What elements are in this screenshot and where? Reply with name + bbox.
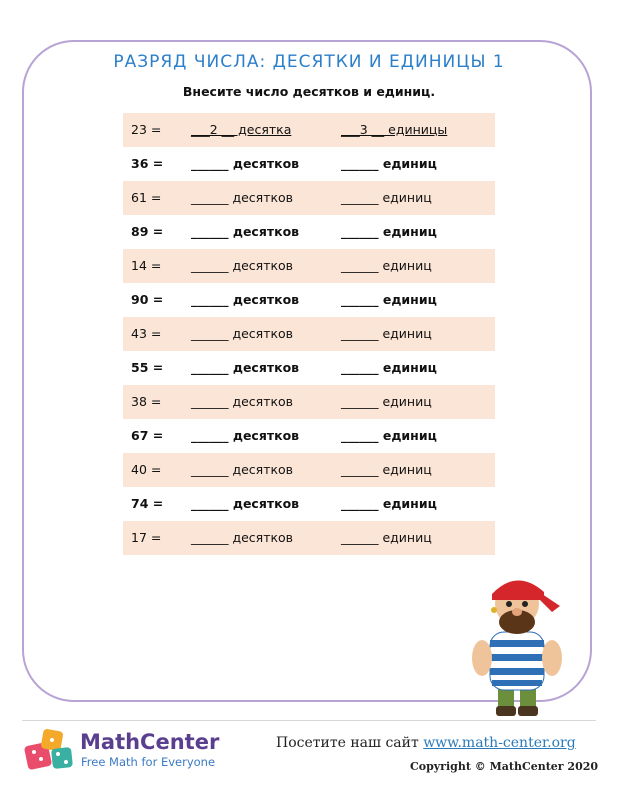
tens-blank: ______ десятков: [191, 156, 300, 171]
tens-blank: ______ десятков: [191, 360, 300, 375]
tens-blank: ______ десятков: [191, 496, 300, 511]
exercise-row: [123, 419, 495, 453]
ones-blank: ______ единиц: [341, 326, 432, 341]
footer-divider: [22, 720, 596, 721]
ones-blank: ______ единиц: [341, 224, 437, 239]
visit-label: Посетите наш сайт: [276, 735, 419, 751]
tens-blank: ______ десятков: [191, 224, 300, 239]
tens-blank: ______ десятков: [191, 190, 294, 205]
exercise-row: [123, 385, 495, 419]
worksheet-title: РАЗРЯД ЧИСЛА: ДЕСЯТКИ И ЕДИНИЦЫ 1: [113, 52, 505, 72]
dice-logo-icon: [24, 726, 76, 772]
brand-name: MathCenter: [80, 730, 220, 754]
ones-blank: ______ единиц: [341, 258, 432, 273]
exercise-row: [123, 487, 495, 521]
exercise-table: [123, 113, 495, 555]
pirate-illustration: [462, 570, 572, 720]
exercise-number: 36 =: [131, 156, 164, 171]
ones-blank: ______ единиц: [341, 428, 437, 443]
exercise-number: 55 =: [131, 360, 164, 375]
exercise-row: [123, 249, 495, 283]
ones-answer: ___3 __ единицы: [341, 122, 448, 137]
exercise-number: 74 =: [131, 496, 164, 511]
exercise-row: [123, 283, 495, 317]
exercise-row: [123, 521, 495, 555]
exercise-row: [123, 215, 495, 249]
exercise-number: 43 =: [131, 326, 162, 341]
ones-blank: ______ единиц: [341, 292, 437, 307]
exercise-row: [123, 351, 495, 385]
tens-blank: ______ десятков: [191, 292, 300, 307]
tens-blank: ______ десятков: [191, 394, 294, 409]
ones-blank: ______ единиц: [341, 462, 432, 477]
copyright-notice: Copyright © MathCenter 2020: [410, 760, 599, 773]
ones-blank: ______ единиц: [341, 360, 437, 375]
worksheet-instructions: Внесите число десятков и единиц.: [182, 84, 436, 99]
ones-blank: ______ единиц: [341, 394, 432, 409]
exercise-number: 38 =: [131, 394, 162, 409]
tens-blank: ______ десятков: [191, 428, 300, 443]
website-link[interactable]: www.math-center.org: [423, 735, 576, 751]
ones-blank: ______ единиц: [341, 156, 437, 171]
exercise-number: 40 =: [131, 462, 162, 477]
brand-tagline: Free Math for Everyone: [81, 755, 216, 769]
ones-blank: ______ единиц: [341, 190, 432, 205]
exercise-row: [123, 453, 495, 487]
tens-blank: ______ десятков: [191, 258, 294, 273]
tens-blank: ______ десятков: [191, 326, 294, 341]
tens-blank: ______ десятков: [191, 530, 294, 545]
tens-blank: ______ десятков: [191, 462, 294, 477]
exercise-number: 61 =: [131, 190, 162, 205]
exercise-row: [123, 113, 495, 147]
exercise-number: 23 =: [131, 122, 162, 137]
exercise-row: [123, 147, 495, 181]
ones-blank: ______ единиц: [341, 530, 432, 545]
exercise-number: 14 =: [131, 258, 162, 273]
tens-answer: ___2 __ десятка: [191, 122, 292, 137]
ones-blank: ______ единиц: [341, 496, 437, 511]
exercise-row: [123, 181, 495, 215]
exercise-number: 89 =: [131, 224, 164, 239]
exercise-row: [123, 317, 495, 351]
exercise-number: 17 =: [131, 530, 162, 545]
exercise-number: 67 =: [131, 428, 164, 443]
exercise-number: 90 =: [131, 292, 164, 307]
visit-site-text: [276, 735, 576, 751]
